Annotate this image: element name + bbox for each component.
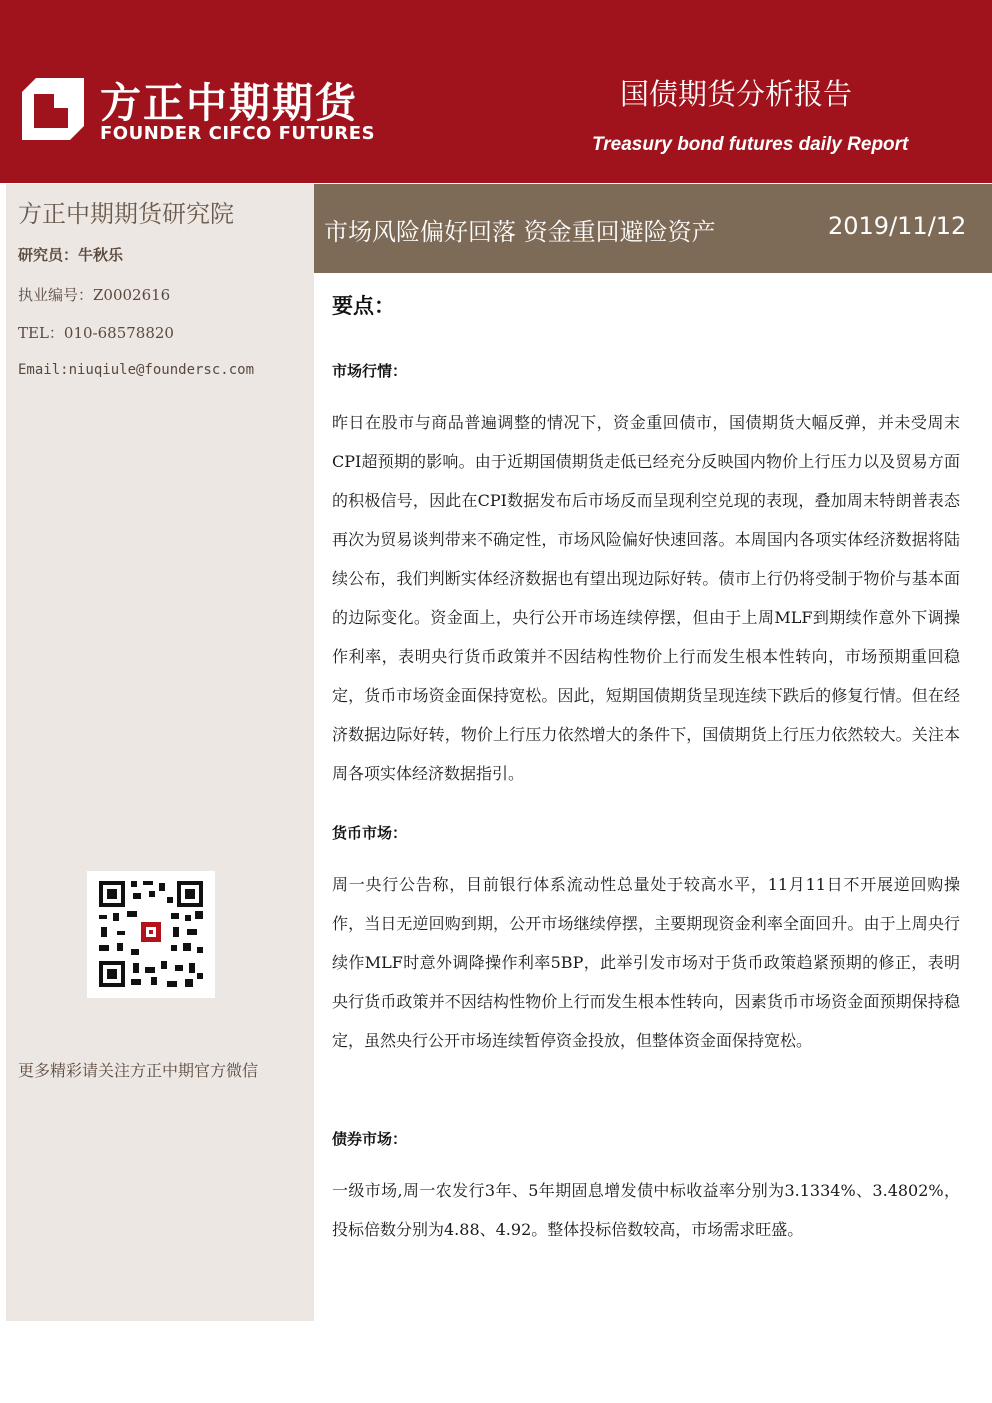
report-title-english: Treasury bond futures daily Report xyxy=(592,134,909,155)
section-heading-money-market: 货币市场： xyxy=(332,824,408,842)
license-number: 执业编号：Z0002616 xyxy=(18,286,171,304)
section-body-bond-market: 一级市场,周一农发行3年、5年期固息增发债中标收益率分别为3.1334%、3.4802%，投标倍数分别为4.88、4.92。整体投标倍数较高，市场需求旺盛。 xyxy=(332,1181,960,1239)
email-address: Email:niuqiule@foundersc.com xyxy=(18,362,255,378)
sidebar xyxy=(6,184,314,1321)
report-header xyxy=(0,0,992,183)
qr-code-icon xyxy=(87,871,215,998)
key-points-heading: 要点： xyxy=(332,294,395,318)
report-title-chinese: 国债期货分析报告 xyxy=(620,77,853,111)
report-date: 2019/11/12 xyxy=(828,212,967,240)
founder-logo-icon xyxy=(22,78,84,140)
report-title-bar xyxy=(314,184,992,273)
report-headline: 市场风险偏好回落 资金重回避险资产 xyxy=(324,218,716,246)
section-heading-market: 市场行情： xyxy=(332,362,408,380)
institute-name: 方正中期期货研究院 xyxy=(18,200,234,228)
logo-english-name: FOUNDER CIFCO FUTURES xyxy=(100,123,376,144)
telephone: TEL：010-68578820 xyxy=(18,324,174,342)
section-body-money-market: 周一央行公告称，目前银行体系流动性总量处于较高水平，11月11日不开展逆回购操作，当日无逆回购到期，公开市场继续停摆，主要期现资金利率全面回升。由于上周央行续作MLF时意外调降操作利率5BP，此举引发市场对于货币政策趋紧预期的修正，表明央行货币政策并不因结构性物价上行而发生根本性转向，因素货币市场资金面预期保持稳定，虽然央行公开市场连续暂停资金投放，但整体资金面保持宽松。 xyxy=(332,875,960,1050)
logo-chinese-name: 方正中期期货 xyxy=(100,79,358,127)
follow-wechat-text: 更多精彩请关注方正中期官方微信 xyxy=(18,1061,259,1080)
researcher-name: 研究员：牛秋乐 xyxy=(18,246,124,264)
section-body-market: 昨日在股市与商品普遍调整的情况下，资金重回债市，国债期货大幅反弹，并未受周末CPI超预期的影响。由于近期国债期货走低已经充分反映国内物价上行压力以及贸易方面的积极信号，因此在CPI数据发布后市场反而呈现利空兑现的表现，叠加周末特朗普表态再次为贸易谈判带来不确定性，市场风险偏好快速回落。本周国内各项实体经济数据将陆续公布，我们判断实体经济数据也有望出现边际好转。债市上行仍将受制于物价与基本面的边际变化。资金面上，央行公开市场连续停摆，但由于上周MLF到期续作意外下调操作利率，表明央行货币政策并不因结构性物价上行而发生根本性转向，市场预期重回稳定，货币市场资金面保持宽松。因此，短期国债期货呈现连续下跌后的修复行情。但在经济数据边际好转，物价上行压力依然增大的条件下，国债期货上行压力依然较大。关注本周各项实体经济数据指引。 xyxy=(332,413,960,783)
section-heading-bond-market: 债券市场： xyxy=(332,1130,408,1148)
